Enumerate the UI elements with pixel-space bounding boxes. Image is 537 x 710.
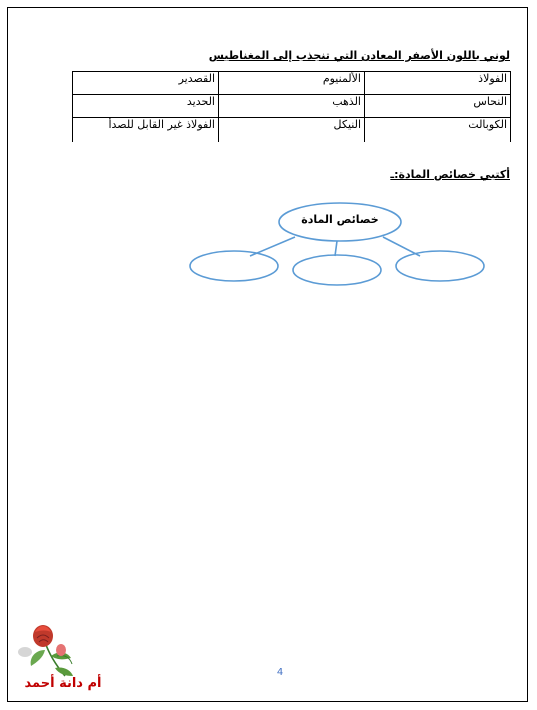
table-cell[interactable]: الفولاذ غير القابل للصدأ	[73, 118, 219, 143]
page-number: 4	[276, 667, 284, 678]
table-cell[interactable]: الألمنيوم	[219, 72, 365, 95]
question-title-properties: أكتبي خصائص المادة:ـ	[390, 168, 510, 181]
logo-text: أم دانة أحمد	[24, 676, 102, 691]
table-row	[73, 72, 511, 95]
empty-bubble-left[interactable]	[190, 251, 278, 281]
table-row	[73, 118, 511, 143]
connector-line-middle	[335, 241, 337, 256]
table-cell[interactable]: النيكل	[219, 118, 365, 143]
empty-bubble-right[interactable]	[396, 251, 484, 281]
rose-icon	[15, 620, 85, 680]
concept-map-center-label: خصائص المادة	[301, 213, 379, 226]
question-title-magnets: لوني باللون الأصفر المعادن التي تنجذب إلى المغناطيس	[208, 49, 510, 62]
table-cell[interactable]: الفولاذ	[365, 72, 511, 95]
empty-bubble-middle[interactable]	[293, 255, 381, 285]
table-cell[interactable]: النحاس	[365, 95, 511, 118]
table-cell[interactable]: الكوبالت	[365, 118, 511, 143]
table-cell[interactable]: القصدير	[73, 72, 219, 95]
table-cell[interactable]: الحديد	[73, 95, 219, 118]
metals-table	[72, 71, 511, 142]
table-row	[73, 95, 511, 118]
table-cell[interactable]: الذهب	[219, 95, 365, 118]
